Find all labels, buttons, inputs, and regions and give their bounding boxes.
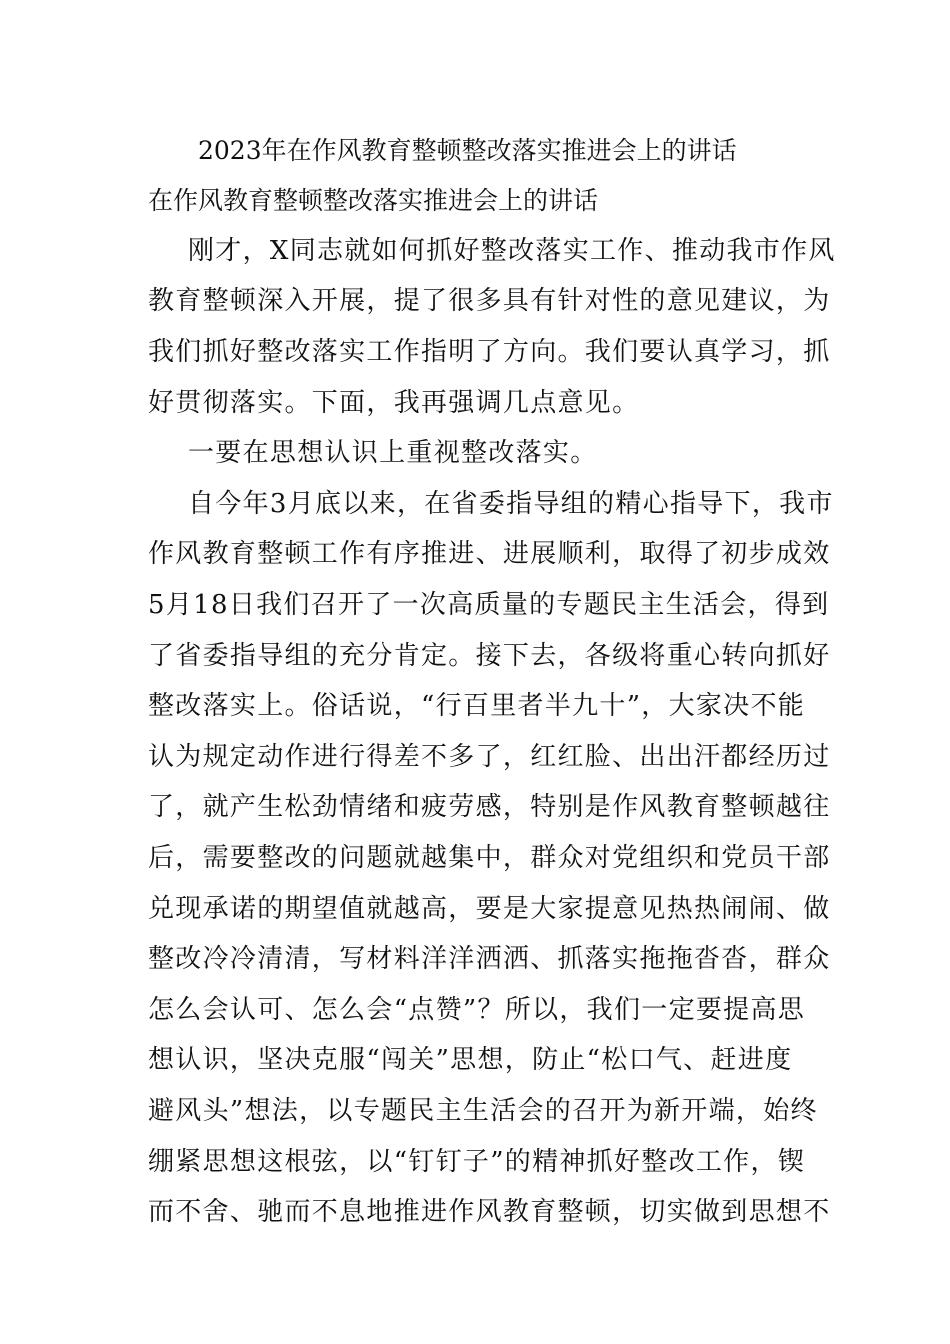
document-title: 2023年在作风教育整顿整改落实推进会上的讲话: [198, 136, 737, 165]
paragraph-2-line-9: 兑现承诺的期望值就越高，要是大家提意见热热闹闹、做: [148, 894, 831, 924]
paragraph-2-line-2: 作风教育整顿工作有序推进、进展顺利，取得了初步成效: [148, 539, 831, 569]
paragraph-1-line-4: 好贯彻落实。下面，我再强调几点意见。: [148, 388, 640, 418]
paragraph-2-line-7: 了，就产生松劲情绪和疲劳感，特别是作风教育整顿越往: [148, 792, 831, 822]
paragraph-2-line-11: 怎么会认可、怎么会“点赞”？所以，我们一定要提高思: [148, 995, 806, 1025]
document-subtitle: 在作风教育整顿整改落实推进会上的讲话: [148, 186, 599, 215]
paragraph-2-line-6: 认为规定动作进行得差不多了，红红脸、出出汗都经历过: [148, 742, 831, 772]
section-heading-1: 一要在思想认识上重视整改落实。: [188, 438, 598, 468]
paragraph-2-line-12: 想认识，坚决克服“闯关”思想，防止“松口气、赶进度: [148, 1045, 793, 1075]
paragraph-2-line-5: 整改落实上。俗话说，“行百里者半九十”，大家决不能: [148, 691, 806, 721]
paragraph-2-line-8: 后，需要整改的问题就越集中，群众对党组织和党员干部: [148, 843, 831, 873]
paragraph-2-line-14: 绷紧思想这根弦，以“钉钉子”的精神抓好整改工作，锲: [148, 1147, 806, 1177]
paragraph-1-line-2: 教育整顿深入开展，提了很多具有针对性的意见建议，为: [148, 286, 831, 316]
paragraph-2-line-13: 避风头”想法，以专题民主生活会的召开为新开端，始终: [148, 1096, 818, 1126]
paragraph-2-line-3: 5月18日我们召开了一次高质量的专题民主生活会，得到: [148, 590, 830, 620]
paragraph-2-line-10: 整改冷冷清清，写材料洋洋洒洒、抓落实拖拖沓沓，群众: [148, 944, 831, 974]
paragraph-1-line-3: 我们抓好整改落实工作指明了方向。我们要认真学习，抓: [148, 337, 831, 367]
paragraph-2-line-15: 而不舍、驰而不息地推进作风教育整顿，切实做到思想不: [148, 1197, 831, 1227]
paragraph-2-line-1: 自今年3月底以来，在省委指导组的精心指导下，我市: [188, 489, 834, 519]
paragraph-2-line-4: 了省委指导组的充分肯定。接下去，各级将重心转向抓好: [148, 641, 831, 671]
paragraph-1-line-1: 刚才，X同志就如何抓好整改落实工作、推动我市作风: [188, 236, 836, 266]
